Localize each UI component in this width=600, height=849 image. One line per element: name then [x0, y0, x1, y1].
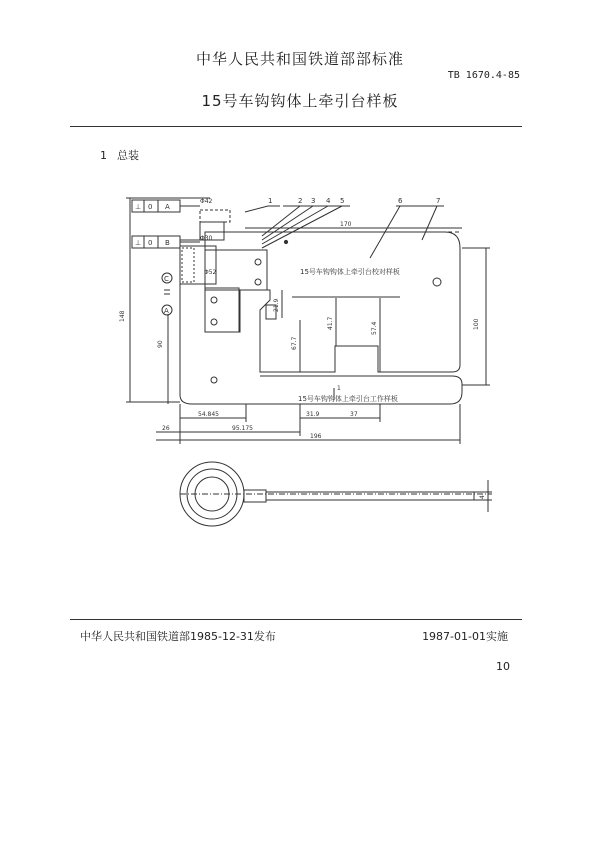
footer-rule	[70, 619, 522, 620]
part-number-1: 1	[268, 197, 273, 205]
dim-41-7: 41.7	[327, 316, 334, 330]
dim-phi30: Φ30	[200, 235, 213, 242]
dim-57-4: 57.4	[371, 321, 378, 335]
issued-line: 中华人民共和国铁道部1985-12-31发布	[80, 630, 276, 643]
page-number: 10	[496, 660, 510, 673]
plan-outer-ring	[180, 462, 244, 526]
standard-code: TB 1670.4-85	[447, 70, 520, 81]
implementation-date: 1987-01-01实施	[422, 630, 508, 643]
part-number-2: 2	[298, 197, 303, 205]
dim-170: 170	[340, 221, 352, 228]
dim-31-9: 31.9	[306, 411, 320, 418]
datum-a-label: A	[164, 307, 169, 315]
dim-90: 90	[157, 340, 164, 348]
section-title: 总装	[117, 149, 139, 162]
hatched-collar	[182, 248, 194, 282]
tol-bottom-datum: B	[165, 239, 170, 247]
dim-54-845: 54.845	[198, 411, 219, 418]
label-calibration-gauge: 15号车钩钩体上牵引台校对样板	[300, 268, 400, 276]
tol-top-symbol: ⊥	[135, 203, 142, 211]
dim-95-175: 95.175	[232, 425, 253, 432]
part-number-7: 7	[436, 197, 441, 205]
dim-1: 1	[337, 385, 341, 392]
dim-21-9: 21.9	[273, 298, 280, 312]
tol-bottom-symbol: ⊥	[135, 239, 142, 247]
hole-1	[255, 259, 261, 265]
dim-67-7: 67.7	[291, 336, 298, 350]
tol-bottom-value: 0	[148, 239, 153, 247]
tol-top-datum: A	[165, 203, 170, 211]
hole-3	[211, 297, 217, 303]
section-number: 1	[100, 149, 107, 162]
hole-4	[211, 319, 217, 325]
document-title: 15号车钩钩体上牵引台样板	[201, 92, 399, 110]
hole-5	[211, 377, 217, 383]
dim-phi52: Φ52	[204, 269, 217, 276]
hole-6	[433, 278, 441, 286]
calibration-gauge-outline	[205, 232, 460, 372]
tol-top-value: 0	[148, 203, 153, 211]
dim-26: 26	[162, 425, 170, 432]
label-working-gauge: 15号车钩钩体上牵引台工作样板	[298, 395, 398, 403]
part-number-6: 6	[398, 197, 403, 205]
part-number-3: 3	[311, 197, 316, 205]
dim-196: 196	[310, 433, 322, 440]
dim-100: 100	[473, 318, 480, 330]
part-number-4: 4	[326, 197, 331, 205]
locating-block	[205, 288, 239, 332]
dim-37: 37	[350, 411, 358, 418]
datum-c-label: C	[164, 275, 169, 283]
hole-2	[255, 279, 261, 285]
dim-4: 4	[479, 495, 486, 499]
dim-148: 148	[119, 310, 126, 322]
organization-header: 中华人民共和国铁道部部标准	[195, 50, 404, 68]
part-number-5: 5	[340, 197, 345, 205]
dim-phi42: Φ42	[200, 198, 213, 205]
